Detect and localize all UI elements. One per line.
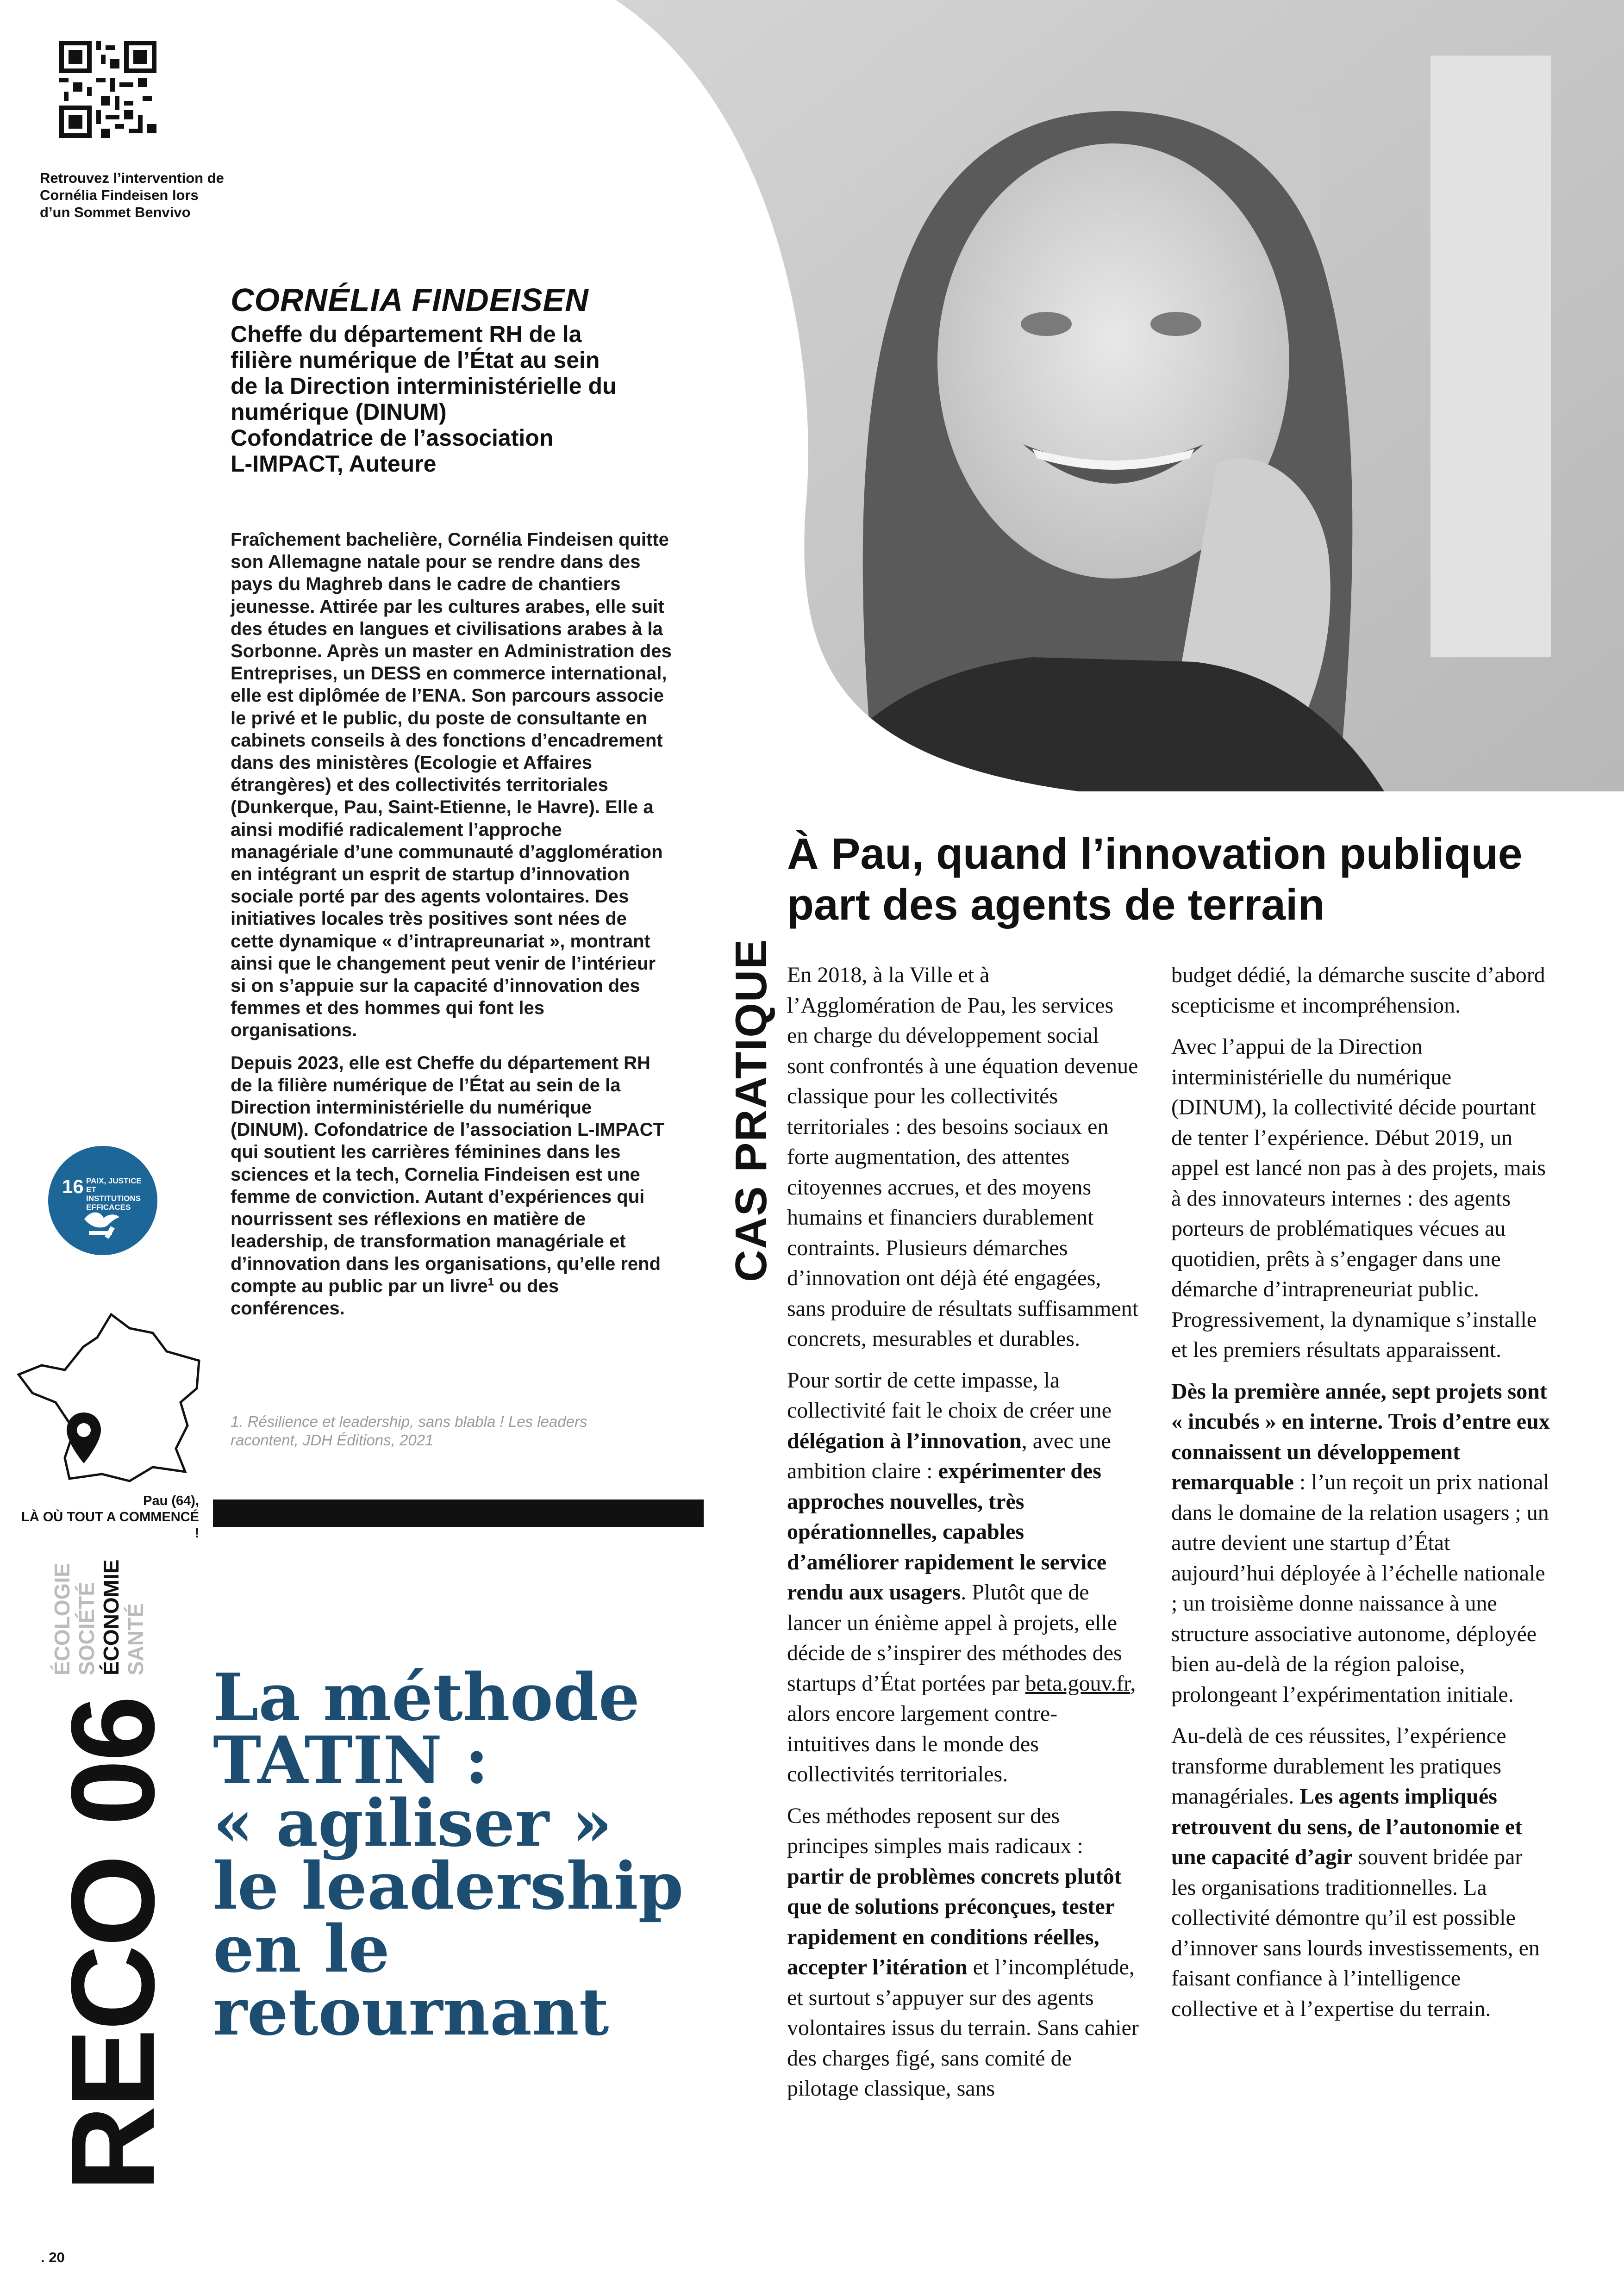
theme-sante: SANTÉ	[124, 1603, 148, 1675]
sdg-number: 16	[62, 1176, 84, 1197]
text: et l’incomplétude, et surtout s’appuyer sur des agents volontaires issus du terrain. Sans cahier des charges figé, sans comité de pilotage classique, sans	[787, 1955, 1139, 2101]
map-caption-line: LÀ OÙ TOUT A COMMENCÉ !	[21, 1510, 199, 1541]
article-paragraph: Avec l’appui de la Direction interministérielle du numérique (DINUM), la collectivité décide pourtant de tenter l’expérience. Début 2019, un appel est lancé non pas à des projets, mais à des innovateurs internes : des agents porteurs de problématiques vécues au quotidien, prêts à s’engager dans une démarche d’intrapreneuriat public. Progressivement, la dynamique s’installe et les premiers résultats apparaissent.	[1171, 1034, 1546, 1362]
reco-number: RECO 06	[47, 1697, 179, 2191]
bio-paragraph-1: Fraîchement bachelière, Cornélia Findeisen quitte son Allemagne natale pour se rendre dans des pays du Maghreb dans le cadre de chantiers jeunesse. Attirée par les cultures arabes, elle suit des études en langues et civilisations arabes à la Sorbonne. Après un master en Administration des Entreprises, un DESS en commerce international, elle est diplômée de l’ENA. Son parcours associe le privé et le public, du poste de consultante en cabinets conseils à des fonctions d’encadrement dans des ministères (Ecologie et Affaires étrangères) et des collectivités territoriales (Dunkerque, Pau, Saint-Etienne, le Havre). Elle a ainsi modifié radicalement l’approche managériale d’une communauté d’agglomération en intégrant un esprit de startup d’innovation sociale porté par des agents volontaires. Des initiatives locales très positives sont nées de cette dynamique « d’intrapreunariat », montrant ainsi que le changement peut venir de l’intérieur si on s’appuie sur la capacité d’innovation des femmes et des hommes qui font les organisations.	[231, 529, 672, 1041]
role-line: de la Direction interministérielle du	[231, 373, 617, 399]
text: Ces méthodes reposent sur des principes simples mais radicaux :	[787, 1803, 1083, 1858]
france-map	[14, 1310, 208, 1486]
bio-paragraph-2	[231, 1052, 675, 1319]
headline-line: « agiliser »	[213, 1786, 612, 1861]
bio-text: ou des conférences.	[231, 1276, 559, 1319]
article-title-line: part des agents de terrain	[787, 880, 1325, 929]
role-line: L-IMPACT, Auteure	[231, 451, 437, 477]
qr-caption: Retrouvez l’intervention de Cornélia Findeisen lors d’un Sommet Benvivo	[40, 170, 224, 220]
article-paragraph	[1171, 1721, 1551, 2024]
article-paragraph	[787, 1801, 1139, 2104]
headline-line: retournant	[213, 1974, 609, 2050]
headline-line: en le	[213, 1911, 390, 1987]
footnote: 1. Résilience et leadership, sans blabla ! Les leaders racontent, JDH Éditions, 2021	[231, 1413, 587, 1449]
emphasis: délégation à l’innovation	[787, 1428, 1022, 1453]
emphasis: partir de problèmes concrets plutôt que de solutions préconçues, tester rapidement en conditions réelles, accepter l’itération	[787, 1864, 1122, 1979]
headline-line: La méthode	[213, 1660, 640, 1736]
role-line: Cofondatrice de l’association	[231, 425, 554, 451]
footnote-ref[interactable]: 1	[487, 1276, 494, 1288]
sdg-label: PAIX, JUSTICE ET INSTITUTIONS EFFICACES	[86, 1176, 142, 1212]
article-column-2	[1171, 960, 1551, 2035]
theme-ecologie: ÉCOLOGIE	[50, 1563, 74, 1675]
divider-bar	[213, 1500, 704, 1527]
emphasis: expérimenter des approches nouvelles, très opérationnelles, capables d’améliorer rapidement le service rendu aux usagers	[787, 1459, 1106, 1605]
theme-societe: SOCIÉTÉ	[75, 1582, 99, 1675]
article-title	[787, 828, 1602, 930]
text: Au-delà de ces réussites, l’expérience transforme durablement les pratiques managériales.	[1171, 1724, 1506, 1809]
text: Pour sortir de cette impasse, la collectivité fait le choix de créer une	[787, 1368, 1112, 1423]
headline-line: TATIN :	[213, 1723, 489, 1798]
article-paragraph: budget dédié, la démarche suscite d’abord scepticisme et incompréhension.	[1171, 963, 1545, 1018]
map-caption-line: Pau (64),	[143, 1493, 199, 1508]
headline	[213, 1660, 722, 2050]
role-line: filière numérique de l’État au sein	[231, 347, 600, 373]
headline-line: le leadership	[213, 1848, 684, 1924]
cas-pratique-label: CAS PRATIQUE	[726, 938, 776, 1282]
emphasis: Dès la première année, sept projets sont « incubés » en interne. Trois d’entre eux connaissent un développement remarquable	[1171, 1379, 1550, 1494]
article-column-1	[787, 960, 1139, 2115]
biography	[231, 529, 675, 1330]
article-paragraph	[787, 1365, 1139, 1790]
article-paragraph: En 2018, à la Ville et à l’Agglomération de Pau, les services en charge du développement social sont confrontés à une équation devenue classique pour les collectivités territoriales : des besoins sociaux en forte augmentation, des attentes citoyennes accrues, et des moyens humains et financiers durablement contraints. Plusieurs démarches d’innovation ont déjà été engagées, sans produire de résultats suffisamment concrets, mesurables et durables.	[787, 963, 1138, 1351]
article-title-line: À Pau, quand l’innovation publique	[787, 829, 1523, 878]
person-role	[231, 321, 684, 477]
dove-gavel-icon	[75, 1205, 131, 1242]
beta-gouv-link[interactable]: beta.gouv.fr	[1025, 1671, 1131, 1696]
location-pin-icon	[64, 1411, 104, 1466]
emphasis: Les agents impliqués retrouvent du sens, de l’autonomie et une capacité d’agir	[1171, 1784, 1523, 1869]
text: : l’un reçoit un prix national dans le domaine de la relation usagers ; un autre devient une startup d’État aujourd’hui déployée à l’échelle nationale ; un troisième donne naissance à une structure associative autonome, déployée bien au-delà de la région paloise, prolongeant l’expérimentation initiale.	[1171, 1470, 1549, 1707]
bio-text: Depuis 2023, elle est Cheffe du département RH de la filière numérique de l’État au sein de la Direction interministérielle du numérique (DINUM). Cofondatrice de l’association L-IMPACT qui soutient les carrières féminines dans les sciences et la tech, Cornelia Findeisen est une femme de conviction. Autant d’expériences qui nourrissent ses réflexions en matière de leadership, de transformation managériale et d’innovation dans les organisations, qu’elle rend compte au public par un livre	[231, 1052, 665, 1296]
text: , alors encore largement contre-intuitives dans le monde des collectivités territoriales.	[787, 1671, 1136, 1786]
role-line: numérique (DINUM)	[231, 399, 447, 425]
person-name: CORNÉLIA FINDEISEN	[231, 282, 589, 318]
article-paragraph	[1171, 1376, 1551, 1710]
text: . Plutôt que de lancer un énième appel à projets, elle décide de s’inspirer des méthodes des startups d’État portées par	[787, 1580, 1122, 1696]
text: , avec une ambition claire :	[787, 1428, 1111, 1483]
page-number: . 20	[41, 2249, 65, 2265]
text: souvent bridée par les organisations traditionnelles. La collectivité démontre qu’il est possible d’innover sans lourds investissements, en faisant confiance à l’intelligence collective et à l’expertise du terrain.	[1171, 1845, 1540, 2021]
map-caption	[14, 1493, 199, 1542]
theme-economie: ÉCONOMIE	[99, 1559, 123, 1675]
qr-code[interactable]	[59, 41, 156, 138]
role-line: Cheffe du département RH de la	[231, 321, 582, 347]
sdg-16-badge	[48, 1146, 157, 1255]
